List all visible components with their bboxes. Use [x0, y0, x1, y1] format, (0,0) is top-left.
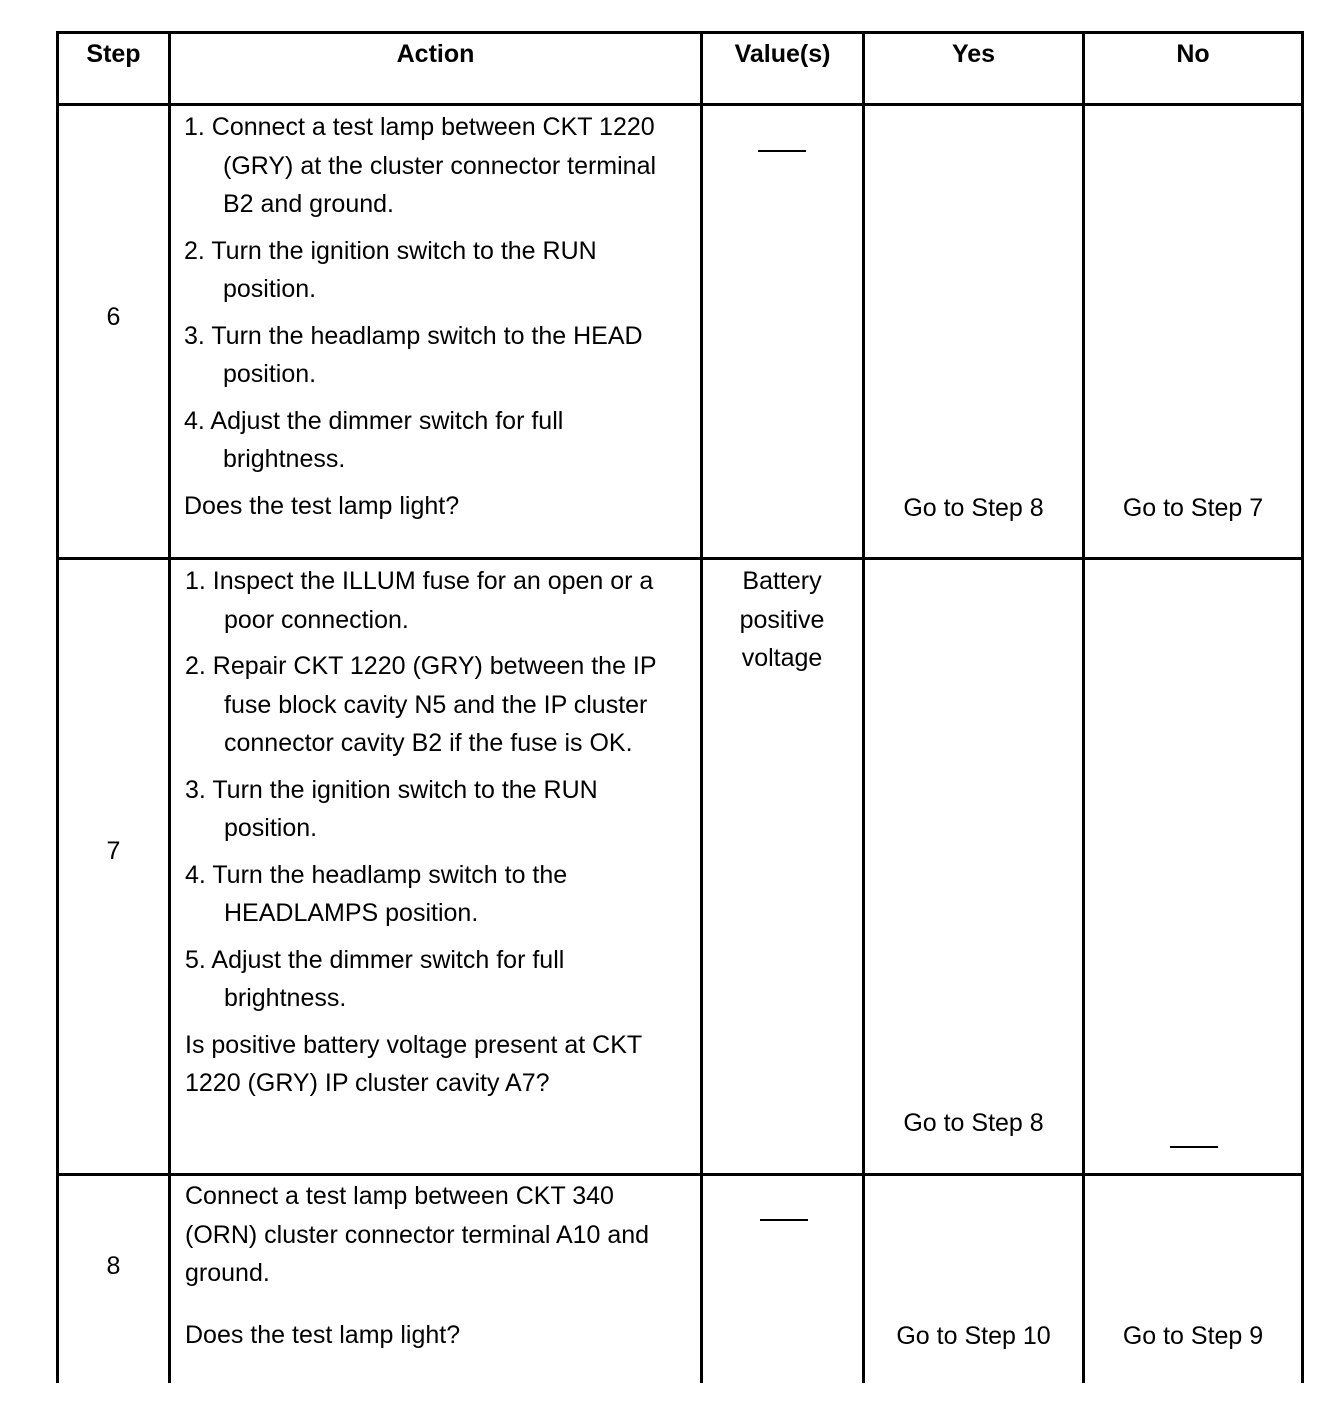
step-number: 6 — [106, 303, 121, 331]
table-border-right — [1301, 31, 1304, 1383]
yes-result: Go to Step 8 — [903, 1109, 1044, 1137]
action-step: 2. Repair CKT 1220 (GRY) between the IP fuse block cavity N5 and the IP cluster connector cavity B2 if the fuse is OK. — [185, 652, 657, 757]
action-step: 1. Inspect the ILLUM fuse for an open or a poor connection. — [185, 567, 654, 634]
row-divider — [56, 1173, 1304, 1176]
header-action: Action — [396, 40, 475, 68]
yes-result: Go to Step 10 — [896, 1322, 1051, 1350]
action-cell — [184, 108, 689, 525]
action-cell — [185, 562, 691, 1103]
column-divider — [168, 31, 171, 1383]
action-step: 3. Turn the ignition switch to the RUN position. — [185, 775, 598, 842]
column-divider — [862, 31, 865, 1383]
column-divider — [1082, 31, 1085, 1383]
header-values: Value(s) — [734, 40, 831, 68]
header-step: Step — [86, 40, 141, 68]
diagnostic-table — [56, 31, 1304, 1383]
action-step: 4. Adjust the dimmer switch for full brightness. — [184, 406, 564, 473]
no-result: Go to Step 7 — [1122, 494, 1264, 522]
value-empty-dash — [760, 1208, 808, 1226]
action-cell — [185, 1177, 691, 1354]
action-step: 4. Turn the headlamp switch to the HEADLAMPS position. — [185, 860, 568, 927]
value-text: Battery positive voltage — [739, 567, 825, 672]
no-result: Go to Step 9 — [1122, 1322, 1264, 1350]
action-step: 5. Adjust the dimmer switch for full brightness. — [185, 945, 565, 1012]
header-yes: Yes — [951, 40, 996, 68]
action-step: 2. Turn the ignition switch to the RUN position. — [184, 236, 597, 303]
step-number: 8 — [106, 1252, 121, 1280]
action-step: 3. Turn the headlamp switch to the HEAD position. — [184, 321, 643, 388]
action-question: Does the test lamp light? — [184, 491, 460, 520]
action-question: Is positive battery voltage present at CKT 1220 (GRY) IP cluster cavity A7? — [185, 1030, 642, 1097]
row-divider — [56, 557, 1304, 560]
table-border-left — [56, 31, 59, 1383]
value-empty-dash — [758, 139, 806, 157]
header-no: No — [1176, 40, 1210, 68]
step-number: 7 — [106, 837, 121, 865]
column-divider — [700, 31, 703, 1383]
table-border-top — [56, 31, 1304, 34]
yes-result: Go to Step 8 — [903, 494, 1044, 522]
action-intro: Connect a test lamp between CKT 340 (ORN) cluster connector terminal A10 and ground. — [185, 1182, 650, 1287]
action-question: Does the test lamp light? — [185, 1320, 461, 1349]
no-empty-dash — [1170, 1135, 1218, 1153]
action-step: 1. Connect a test lamp between CKT 1220 (GRY) at the cluster connector terminal B2 and ground. — [184, 113, 657, 218]
header-divider — [56, 103, 1304, 106]
